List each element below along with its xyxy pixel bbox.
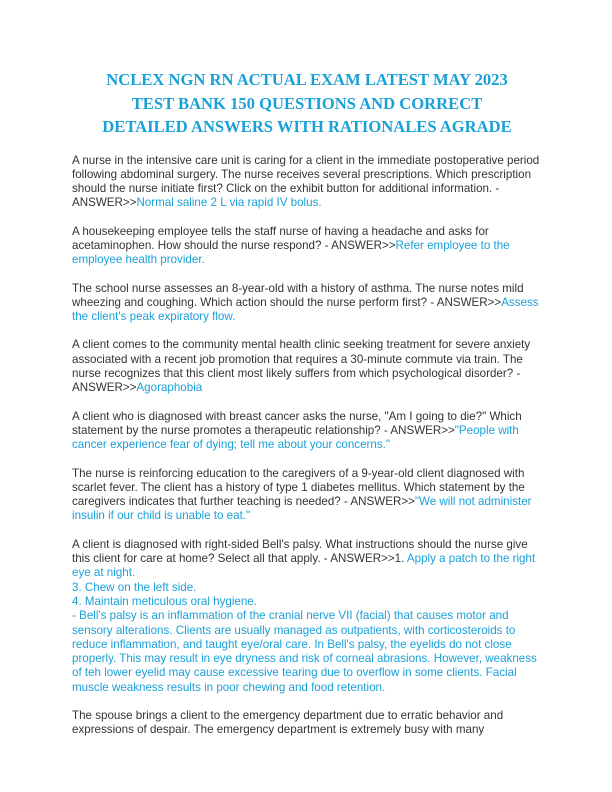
answer-marker: - ANSWER>> xyxy=(343,495,415,509)
answer-text: Assess the client's peak expiratory flow. xyxy=(72,295,539,324)
qa-item-bells-palsy xyxy=(72,538,542,695)
title-line: DETAILED ANSWERS WITH RATIONALES AGRADE xyxy=(102,117,512,136)
answer-text: Refer employee to the employee health provider. xyxy=(72,238,510,267)
qa-item xyxy=(72,338,542,395)
question-text: The nurse is reinforcing education to the caregivers of a 9-year-old client diagnosed with scarlet fever. The client has a history of type 1 diabetes mellitus. Which statement by the caregivers indicates that further teaching is needed? xyxy=(72,466,525,509)
answer-marker: - ANSWER>> xyxy=(324,238,396,252)
qa-item xyxy=(72,282,542,325)
answer-text: Apply a patch to the right eye at night. xyxy=(72,552,536,580)
answer-text: Agoraphobia xyxy=(136,381,203,395)
answer-line: 3. Chew on the left side. xyxy=(72,580,197,594)
answer-text: Normal saline 2 L via rapid IV bolus. xyxy=(136,196,322,210)
answer-text: "We will not administer insulin if our child is unable to eat." xyxy=(72,495,532,523)
question-text: The school nurse assesses an 8-year-old with a history of asthma. The nurse notes mild wheezing and coughing. Which action should the nurse perform first? xyxy=(72,281,524,309)
title-line: NCLEX NGN RN ACTUAL EXAM LATEST MAY 2023 xyxy=(106,70,508,89)
question-text: A client who is diagnosed with breast cancer asks the nurse, "Am I going to die?" Which statement by the nurse promotes a therapeutic relationship? xyxy=(72,409,522,437)
answer-number: 1. xyxy=(394,552,407,566)
rationale-text: - Bell's palsy is an inflammation of the cranial nerve VII (facial) that causes motor and sensory alterations. Clients are usually managed as outpatients, with corticosteroids to reduce inflammation, and taught eye/oral care. In Bell's palsy, the eyelids do not close properly. This may result in eye dryness and risk of corneal abrasions. However, weakness of teh lower eyelid may cause excessive tearing due to overflow in some clients. Facial muscle weakness results in poor chewing and food retention. xyxy=(72,609,537,694)
document-title xyxy=(72,68,542,139)
question-text: A client comes to the community mental health clinic seeking treatment for severe anxiety associated with a recent job promotion that requires a 30-minute commute via train. The nurse recognizes that this client most likely suffers from which psychological disorder? xyxy=(72,338,531,381)
title-line: TEST BANK 150 QUESTIONS AND CORRECT xyxy=(131,93,483,113)
answer-line: 4. Maintain meticulous oral hygiene. xyxy=(72,594,257,608)
answer-marker: - ANSWER>> xyxy=(72,367,521,395)
answer-marker: - ANSWER>> xyxy=(323,552,395,566)
answer-marker: - ANSWER>> xyxy=(72,182,500,210)
qa-item xyxy=(72,467,542,524)
answer-marker: - ANSWER>> xyxy=(383,423,455,437)
qa-item xyxy=(72,225,542,268)
qa-item xyxy=(72,154,542,211)
question-text: A client is diagnosed with right-sided Bell's palsy. What instructions should the nurse give this client for care at home? Select all that apply. xyxy=(72,537,528,566)
answer-text: "People with cancer experience fear of dying; tell me about your concerns." xyxy=(72,423,519,452)
question-text: A housekeeping employee tells the staff nurse of having a headache and asks for acetaminophen. How should the nurse respond? xyxy=(72,224,489,252)
answer-marker: - ANSWER>> xyxy=(430,295,502,309)
question-text: The spouse brings a client to the emergency department due to erratic behavior and expressions of despair. The emergency department is extremely busy with many xyxy=(72,709,504,737)
question-text: A nurse in the intensive care unit is caring for a client in the immediate postoperative period following abdominal surgery. The nurse receives several prescriptions. Which prescription should the nurse initiate first? Click on the exhibit button for additional information. xyxy=(72,153,540,196)
qa-item xyxy=(72,410,542,453)
qa-item xyxy=(72,709,542,738)
